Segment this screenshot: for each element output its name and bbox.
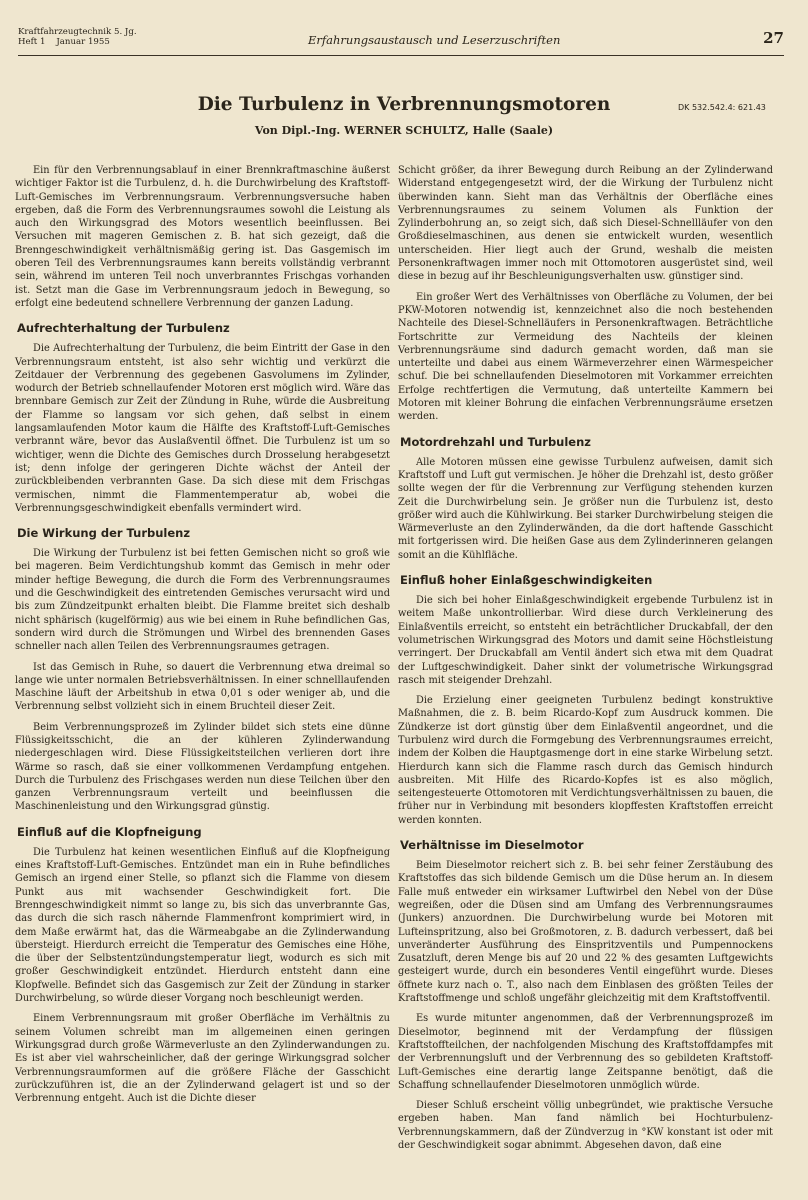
paragraph: Es wurde mitunter angenommen, daß der Verbrennungsprozeß im Dieselmotor, beginnend mit der Verdampfung der flüssigen Kraftstoffteilchen, der nachfolgenden Mischung des Kraftstoffdampfes mit der Verbrennungsluft und der Verbrennung des so gebildeten Kraftstoff-Luft-Gemisches eine derartig lange Zeitspanne benötigt, daß die Schaffung schnellaufender Dieselmotoren unmöglich würde. [398,1013,773,1091]
paragraph: Die Wirkung der Turbulenz ist bei fetten Gemischen nicht so groß wie bei mageren. Beim Verdichtungshub kommt das Gemisch in mehr oder minder heftige Bewegung, die durch die Form des Verbrennungsraumes und die Geschwindigkeit des eintretenden Gemisches verursacht wird und bis zum Zündzeitpunkt erhalten bleibt. Die Flamme breitet sich deshalb nicht sphärisch (kugelförmig) aus wie bei einem in Ruhe befindlichen Gas, sondern wird durch die Strömungen und Wirbel des brennenden Gases schneller nach allen Teilen des Verbrennungsraumes getragen. [15,548,390,653]
paragraph: Die Turbulenz hat keinen wesentlichen Einfluß auf die Klopfneigung eines Kraftstoff-Luft-Gemisches. Entzündet man ein in Ruhe befindliches Gemisch an irgend einer Stelle, so pflanzt sich die Flamme von diesem Punkt aus mit wachsender Geschwindigkeit fort. Die Brenngeschwindigkeit nimmt so lange zu, bis sich das unverbrannte Gas, das durch die sich rasch nähernde Flammenfront komprimiert wird, in dem Maße erwärmt hat, das die Wärmeabgabe an die Zylinderwandung übersteigt. Hierdurch erreicht die Temperatur des Gemisches eine Höhe, die über der Selbstentzündungstemperatur liegt, wodurch es sich mit großer Geschwindigkeit entzündet. Hierdurch entsteht dann eine Klopfwelle. Befindet sich das Gasgemisch zur Zeit der Zündung in starker Durchwirbelung, so würde dieser Vorgang noch beschleunigt werden. [15,846,390,1005]
paragraph: Alle Motoren müssen eine gewisse Turbulenz aufweisen, damit sich Kraftstoff und Luft gut vermischen. Je höher die Drehzahl ist, desto größer sollte wegen der für die Verbrennung zur Verfügung stehenden kurzen Zeit die Durchwirbelung sein. Je größer nun die Turbulenz ist, desto größer wird auch die Kühlwirkung. Bei starker Durchwirbelung steigen die Wärmeverluste an den Zylinderwänden, da die dort haftende Gasschicht mit fortgerissen wird. Die heißen Gase aus dem Zylinderinneren gelangen somit an die Kühlfläche. [398,456,773,561]
section-heading: Motordrehzahl und Turbulenz [400,434,591,449]
paragraph: Die Erzielung einer geeigneten Turbulenz bedingt konstruktive Maßnahmen, die z. B. beim Ricardo-Kopf zum Ausdruck kommen. Die Zündkerze ist dort günstig über dem Einlaßventil angeordnet, und die Turbulenz wird durch die Formgebung des Verbrennungsraumes erreicht, indem der Kolben die Hauptgasmenge dort in eine starke Wirbelung setzt. Hierdurch kann sich die Flamme rasch durch das Gemisch hindurch ausbreiten. Mit Hilfe des Ricardo-Kopfes ist es also möglich, seitengesteuerte Ottomotoren mit Verdichtungsverhältnissen zu bauen, die früher nur in Verbindung mit besonders klopffesten Kraftstoffen erreicht werden konnten. [398,695,773,826]
section-heading: Einfluß auf die Klopfneigung [17,824,202,839]
paragraph: Ein für den Verbrennungsablauf in einer Brennkraftmaschine äußerst wichtiger Faktor ist die Turbulenz, d. h. die Durchwirbelung des Kraftstoff-Luft-Gemisches im Verbrennungsraum. Verbrennungsversuche haben ergeben, daß die Form des Verbrennungsraumes sowohl die Leistung als auch den Wirkungsgrad des Motors wesentlich beeinflussen. Bei Versuchen mit mageren Gemischen z. B. hat sich gezeigt, daß die Brenngeschwindigkeit verhältnismäßig gering ist. Das Gasgemisch im oberen Teil des Verbrennungsraumes kann bereits vollständig verbrannt sein, während im unteren Teil noch unverbranntes Frischgas vorhanden ist. Setzt man die Gase im Verbrennungsraum jedoch in Bewegung, so erfolgt eine bedeutend schnellere Verbrennung der ganzen Ladung. [15,165,390,309]
author-byline: Von Dipl.-Ing. WERNER SCHULTZ, Halle (Saale) [254,124,554,137]
paragraph: Die sich bei hoher Einlaßgeschwindigkeit ergebende Turbulenz ist in weitem Maße unkontrollierbar. Wird diese durch Verkleinerung des Einlaßventils erreicht, so entsteht ein beträchtlicher Druckabfall, der den volumetrischen Wirkungsgrad des Motors und damit seine Höchstleistung verringert. Der Druckabfall am Ventil ändert sich etwa mit dem Quadrat der Luftgeschwindigkeit. Daher sinkt der volumetrische Wirkungsgrad rasch mit steigender Drehzahl. [398,595,773,686]
paragraph: Beim Dieselmotor reichert sich z. B. bei sehr feiner Zerstäubung des Kraftstoffes das sich bildende Gemisch um die Düse herum an. In diesem Falle muß entweder ein wirksamer Luftwirbel den Nebel von der Düse wegreißen, oder die Düsen sind am Umfang des Verbrennungsraumes (Junkers) anzuordnen. Die Durchwirbelung wurde bei Motoren mit Lufteinspritzung, also bei Großmotoren, z. B. dadurch verbessert, daß bei unveränderter Ausführung des Einspritzventils und Pumpennockens Zusatzluft, deren Menge bis auf 20 und 22 % des gesamten Luftgewichts gesteigert wurde, durch ein besonderes Ventil eingeführt wurde. Dieses öffnete kurz nach o. T., also nach dem Einblasen des größten Teiles der Kraftstoffmenge und schloß ungefähr gleichzeitig mit dem Kraftstoffventil. [398,860,773,1005]
dk-classification: DK 532.542.4: 621.43 [678,103,766,112]
issue-line: Heft 1 Januar 1955 [18,37,110,47]
paragraph: Beim Verbrennungsprozeß im Zylinder bildet sich stets eine dünne Flüssigkeitsschicht, die an der kühleren Zylinderwandung niedergeschlagen wird. Diese Flüssigkeitsteilchen verlieren dort ihre Wärme so rasch, daß sie einer vollkommenen Verdampfung entgehen. Durch die Turbulenz des Frischgases werden nun diese Teilchen über den ganzen Verbrennungsraum verteilt und beeinflussen die Maschinenleistung und den Wirkungsgrad günstig. [15,721,390,813]
paragraph: Ein großer Wert des Verhältnisses von Oberfläche zu Volumen, der bei PKW-Motoren notwendig ist, kennzeichnet also die noch bestehenden Nachteile des Diesel-Schnelläufers in Personenkraftwagen. Beträchtliche Fortschritte zur Vermeidung des Nachteils der kleinen Verbrennungsräume sind dadurch gemacht worden, daß man sie unterteilte und dabei aus einem Wärmeverzehrer einen Wärmespeicher schuf. Die bei schnellaufenden Dieselmotoren mit Vorkammer erreichten Erfolge rechtfertigen die Vermutung, daß unterteilte Kammern bei Motoren mit kleiner Bohrung die einfachen Verbrennungsräume ersetzen werden. [398,291,773,423]
paragraph: Dieser Schluß erscheint völlig unbegründet, wie praktische Versuche ergeben haben. Man fand nämlich bei Hochturbulenz-Verbrennungskammern, daß der Zündverzug in °KW konstant ist oder mit der Geschwindigkeit sogar abnimmt. Abgesehen davon, daß eine [398,1100,773,1151]
article-title: Die Turbulenz in Verbrennungsmotoren [197,94,611,115]
journal-info [18,27,137,47]
section-heading: Aufrechterhaltung der Turbulenz [17,321,230,336]
section-heading: Die Wirkung der Turbulenz [17,526,191,541]
paragraph: Die Aufrechterhaltung der Turbulenz, die beim Eintritt der Gase in den Verbrennungsraum entsteht, ist also sehr wichtig und verkürzt die Zeitdauer der Verbrennung des gegebenen Gasvolumens im Zylinder, wodurch der Betrieb schnellaufender Motoren erst möglich wird. Wäre das brennbare Gemisch zur Zeit der Zündung in Ruhe, würde die Ausbreitung der Flamme so langsam vor sich gehen, daß selbst in einem langsamlaufenden Motor kaum die Hälfte des Kraftstoff-Luft-Gemisches verbrannt wäre, bevor das Auslaßventil öffnet. Die Turbulenz ist um so wichtiger, wenn die Dichte des Gemisches durch Drosselung herabgesetzt ist; denn infolge der geringeren Dichte wächst der Anteil der zurückbleibenden verbrannten Gase. Da sich diese mit dem Frischgas vermischen, nimmt die Flammentemperatur ab, wobei die Verbrennungsgeschwindigkeit ebenfalls vermindert wird. [15,343,390,514]
section-heading: Einfluß hoher Einlaßgeschwindigkeiten [400,573,653,588]
paragraph-continued: Schicht größer, da ihrer Bewegung durch Reibung an der Zylinderwand Widerstand entgegengesetzt wird, der die Wirkung der Turbulenz nicht überwinden kann. Sieht man das Verhältnis der Oberfläche eines Verbrennungsraumes zu seinem Volumen als Funktion der Zylinderbohrung an, so zeigt sich, daß sich Diesel-Schnellläufer von den Großdieselmaschinen, aus denen sie entwickelt wurden, wesentlich unterscheiden. Hier liegt auch der Grund, weshalb die meisten Personenkraftwagen immer noch mit Ottomotoren ausgerüstet sind, weil diese in bezug auf ihr Beschleunigungsverhalten usw. günstiger sind. [398,165,773,283]
section-heading: Verhältnisse im Dieselmotor [400,838,584,853]
journal-title-line: Kraftfahrzeugtechnik 5. Jg. [18,27,137,37]
paragraph: Einem Verbrennungsraum mit großer Oberfläche im Verhältnis zu seinem Volumen schreibt man im allgemeinen einen geringen Wirkungsgrad durch große Wärmeverluste an den Zylinderwandungen zu. Es ist aber viel wahrscheinlicher, daß der geringe Wirkungsgrad solcher Verbrennungsraumformen auf die größere Fläche der Gasschicht zurückzuführen ist, die an der Zylinderwand gelagert ist und so der Verbrennung entgeht. Auch ist die Dichte dieser [15,1013,390,1105]
right-column [398,164,773,1159]
page-number: 27 [763,29,784,47]
page-header [18,27,784,56]
paragraph: Ist das Gemisch in Ruhe, so dauert die Verbrennung etwa dreimal so lange wie unter normalen Betriebsverhältnissen. In einer schnelllaufenden Maschine läuft der Arbeitshub in etwa 0,01 s oder weniger ab, und die Verbrennung selbst vollzieht sich in einem Bruchteil dieser Zeit. [15,661,390,713]
left-column [15,164,390,1112]
section-title: Erfahrungsaustausch und Leserzuschriften [308,33,561,47]
